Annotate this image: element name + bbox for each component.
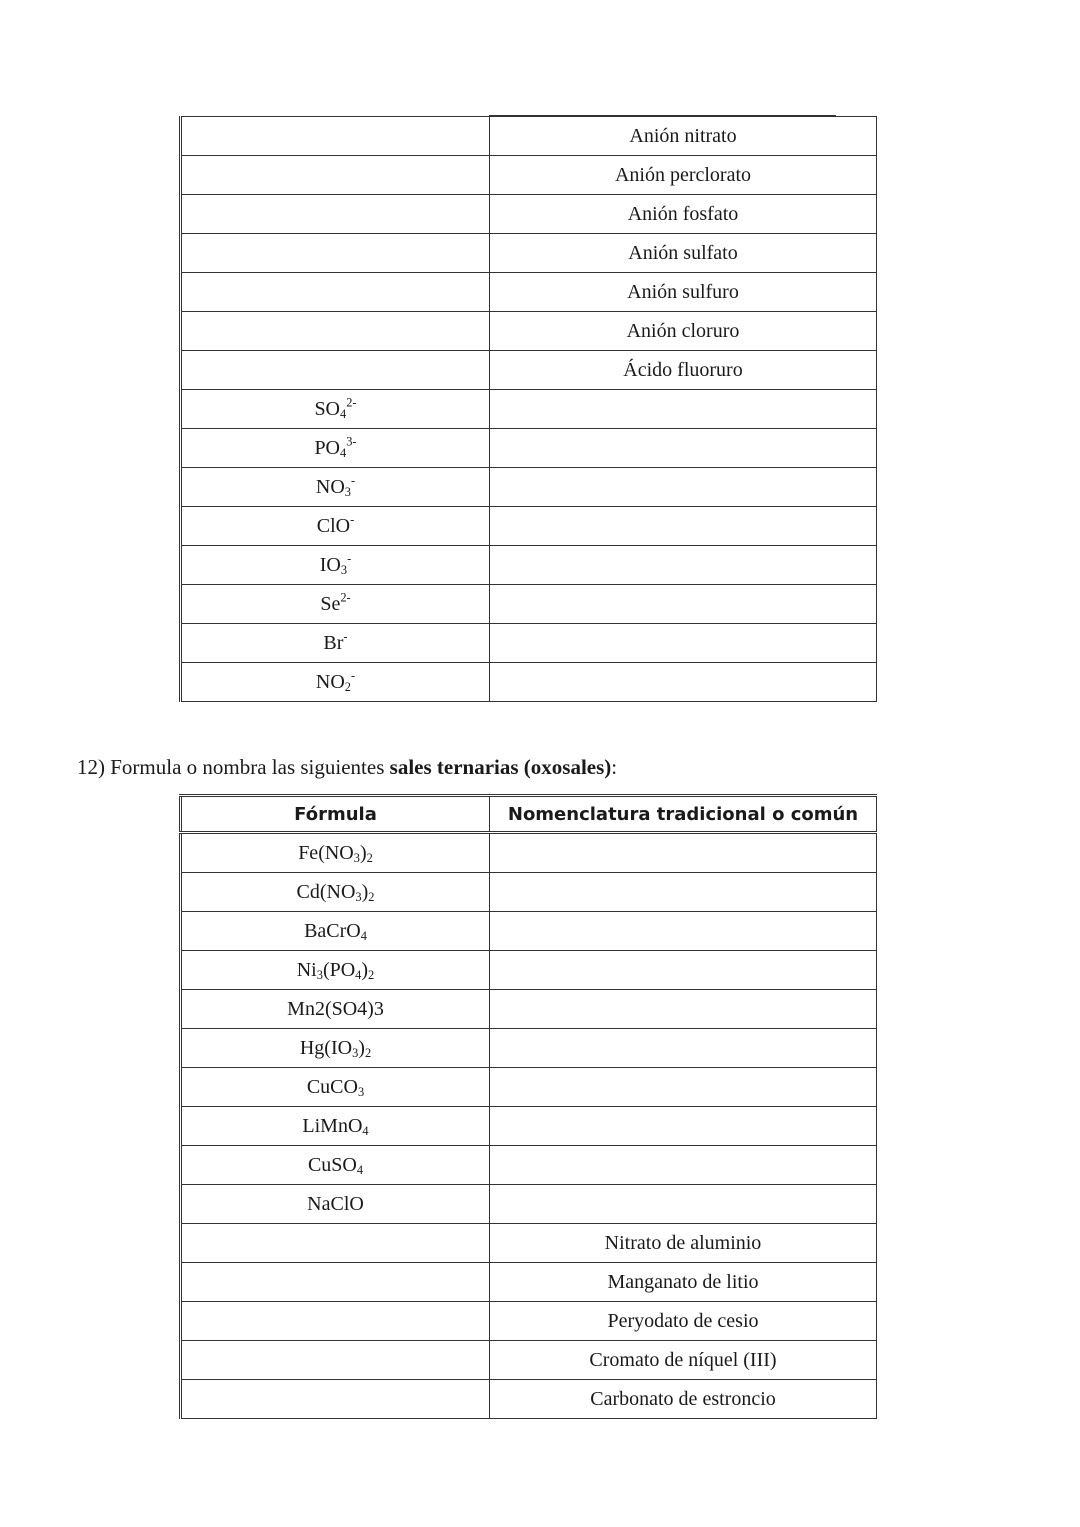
instruction-end: : (611, 755, 618, 779)
formula-part: Mn2(SO4)3 (287, 998, 384, 1020)
table-row (181, 1380, 877, 1419)
formula-part: NO (315, 476, 345, 498)
name-cell[interactable] (490, 1302, 877, 1341)
salts-table-body (181, 833, 877, 1419)
table-row (181, 1068, 877, 1107)
section-12-instruction (77, 755, 617, 780)
formula-part: 3 (344, 485, 351, 500)
table-row (181, 990, 877, 1029)
name-cell[interactable] (490, 990, 877, 1029)
header-formula: Fórmula (181, 796, 490, 833)
name-cell[interactable] (490, 833, 877, 873)
table-row (181, 951, 877, 990)
name-cell[interactable] (490, 1224, 877, 1263)
formula-part: ClO (316, 515, 351, 537)
table-row (181, 351, 877, 390)
formula-part: 2- (340, 590, 351, 605)
formula-part: 4 (356, 1163, 364, 1178)
name-cell[interactable] (490, 195, 877, 234)
formula-cell[interactable] (181, 1185, 490, 1224)
table-row (181, 312, 877, 351)
formula-part: 2 (368, 968, 375, 983)
name-cell[interactable] (490, 546, 877, 585)
table-row (181, 273, 877, 312)
salts-table (179, 794, 877, 1419)
compound-name: Manganato de litio (607, 1271, 759, 1293)
formula-part: 3 (357, 1085, 365, 1100)
table-row (181, 1224, 877, 1263)
formula-cell[interactable] (181, 390, 490, 429)
formula-cell[interactable] (181, 1380, 490, 1419)
name-cell[interactable] (490, 1146, 877, 1185)
name-cell[interactable] (490, 507, 877, 546)
formula-part: LiMnO (302, 1115, 363, 1137)
formula-part: NaClO (307, 1193, 364, 1215)
formula-part: ) (361, 959, 369, 981)
compound-name: Anión cloruro (626, 320, 740, 342)
anions-table (179, 116, 877, 702)
formula-cell[interactable] (181, 351, 490, 390)
formula-cell[interactable] (181, 624, 490, 663)
formula-part: 3 (353, 851, 360, 866)
name-cell[interactable] (490, 1107, 877, 1146)
name-cell[interactable] (490, 390, 877, 429)
formula-cell[interactable] (181, 429, 490, 468)
table-row (181, 234, 877, 273)
formula-cell[interactable] (181, 273, 490, 312)
table-row (181, 1263, 877, 1302)
formula-cell[interactable] (181, 951, 490, 990)
formula-cell[interactable] (181, 1146, 490, 1185)
table-row (181, 873, 877, 912)
formula-part: 4 (355, 968, 362, 983)
name-cell[interactable] (490, 1068, 877, 1107)
formula-cell[interactable] (181, 873, 490, 912)
formula-part: ) (358, 1037, 365, 1059)
compound-name: Nitrato de aluminio (604, 1232, 762, 1254)
formula-part: 2 (344, 680, 351, 695)
formula-part: Se (320, 593, 341, 615)
table-row (181, 833, 877, 873)
formula-part: 4 (362, 1124, 369, 1139)
compound-name: Carbonato de estroncio (590, 1388, 776, 1410)
table-row (181, 663, 877, 702)
compound-name: Anión perclorato (614, 164, 752, 186)
instruction-bold: sales ternarias (oxosales) (389, 755, 612, 779)
name-cell[interactable] (490, 912, 877, 951)
formula-part: CuCO (306, 1076, 358, 1098)
name-cell[interactable] (490, 468, 877, 507)
formula-part: 3- (346, 434, 357, 449)
formula-cell[interactable] (181, 1341, 490, 1380)
name-cell[interactable] (490, 312, 877, 351)
compound-name: Anión sulfato (628, 242, 738, 264)
table-row (181, 156, 877, 195)
table-row (181, 507, 877, 546)
formula-cell[interactable] (181, 507, 490, 546)
name-cell[interactable] (490, 1185, 877, 1224)
formula-part: - (343, 629, 348, 644)
formula-part: Cd(NO (296, 881, 356, 903)
compound-name: Cromato de níquel (III) (589, 1349, 777, 1371)
table-row (181, 1029, 877, 1068)
name-cell[interactable] (490, 1263, 877, 1302)
formula-part: 4 (340, 407, 347, 422)
name-cell[interactable] (490, 1029, 877, 1068)
formula-part: SO (314, 398, 341, 420)
table-row (181, 390, 877, 429)
formula-part: NO (315, 671, 345, 693)
instruction-text: Formula o nombra las siguientes (110, 755, 385, 779)
name-cell[interactable] (490, 351, 877, 390)
formula-cell[interactable] (181, 156, 490, 195)
formula-cell[interactable] (181, 234, 490, 273)
name-cell[interactable] (490, 624, 877, 663)
formula-cell[interactable] (181, 1068, 490, 1107)
formula-part: - (347, 551, 352, 566)
formula-part: Ni (296, 959, 317, 981)
compound-name: Anión fosfato (627, 203, 739, 225)
formula-cell[interactable] (181, 1107, 490, 1146)
name-cell[interactable] (490, 117, 877, 156)
compound-name: Anión nitrato (629, 125, 737, 147)
name-cell[interactable] (490, 429, 877, 468)
formula-cell[interactable] (181, 990, 490, 1029)
formula-cell[interactable] (181, 585, 490, 624)
formula-cell[interactable] (181, 1224, 490, 1263)
compound-name: Peryodato de cesio (607, 1310, 759, 1332)
table-row (181, 468, 877, 507)
formula-cell[interactable] (181, 195, 490, 234)
formula-part: - (350, 473, 356, 488)
formula-cell[interactable] (181, 1302, 490, 1341)
table-row (181, 585, 877, 624)
compound-name: Anión sulfuro (627, 281, 739, 303)
name-cell[interactable] (490, 156, 877, 195)
anions-table-body (181, 117, 877, 702)
name-cell[interactable] (490, 585, 877, 624)
formula-cell[interactable] (181, 833, 490, 873)
formula-part: BaCrO (304, 920, 361, 942)
formula-part: 2 (366, 851, 373, 866)
formula-part: 4 (360, 929, 367, 944)
formula-cell[interactable] (181, 663, 490, 702)
name-cell[interactable] (490, 234, 877, 273)
formula-part: Br (323, 632, 344, 654)
table-row (181, 1302, 877, 1341)
formula-part: 3 (352, 1046, 359, 1061)
table-row (181, 1146, 877, 1185)
name-cell[interactable] (490, 273, 877, 312)
name-cell[interactable] (490, 1380, 877, 1419)
table-row (181, 1185, 877, 1224)
table-row (181, 624, 877, 663)
formula-cell[interactable] (181, 546, 490, 585)
table-row (181, 1107, 877, 1146)
formula-part: 2 (368, 890, 375, 905)
table-row (181, 546, 877, 585)
formula-part: ) (359, 842, 367, 864)
salts-header-row (181, 796, 877, 833)
formula-part: - (350, 512, 355, 527)
formula-part: Hg(IO (299, 1037, 353, 1059)
name-cell[interactable] (490, 951, 877, 990)
formula-cell[interactable] (181, 117, 490, 156)
formula-part: 2 (364, 1046, 372, 1061)
table-row (181, 912, 877, 951)
formula-part: Fe(NO (298, 842, 354, 864)
formula-part: CuSO (307, 1154, 357, 1176)
formula-cell[interactable] (181, 1263, 490, 1302)
table-row (181, 195, 877, 234)
table-row (181, 429, 877, 468)
formula-cell[interactable] (181, 912, 490, 951)
formula-part: (PO (322, 959, 356, 981)
name-cell[interactable] (490, 663, 877, 702)
formula-part: - (350, 668, 356, 683)
name-cell[interactable] (490, 1341, 877, 1380)
formula-cell[interactable] (181, 312, 490, 351)
table-row (181, 1341, 877, 1380)
formula-part: ) (361, 881, 369, 903)
formula-part: 2- (346, 395, 357, 410)
table-row (181, 117, 877, 156)
section-number: 12) (77, 755, 105, 779)
compound-name: Ácido fluoruro (623, 359, 743, 381)
formula-part: IO (319, 554, 341, 576)
formula-part: 3 (316, 968, 323, 983)
name-cell[interactable] (490, 873, 877, 912)
formula-part: PO (314, 437, 341, 459)
header-nomenclature: Nomenclatura tradicional o común (490, 796, 877, 833)
formula-part: 3 (355, 890, 362, 905)
formula-part: 3 (340, 563, 348, 578)
formula-cell[interactable] (181, 468, 490, 507)
formula-part: 4 (340, 446, 347, 461)
formula-cell[interactable] (181, 1029, 490, 1068)
